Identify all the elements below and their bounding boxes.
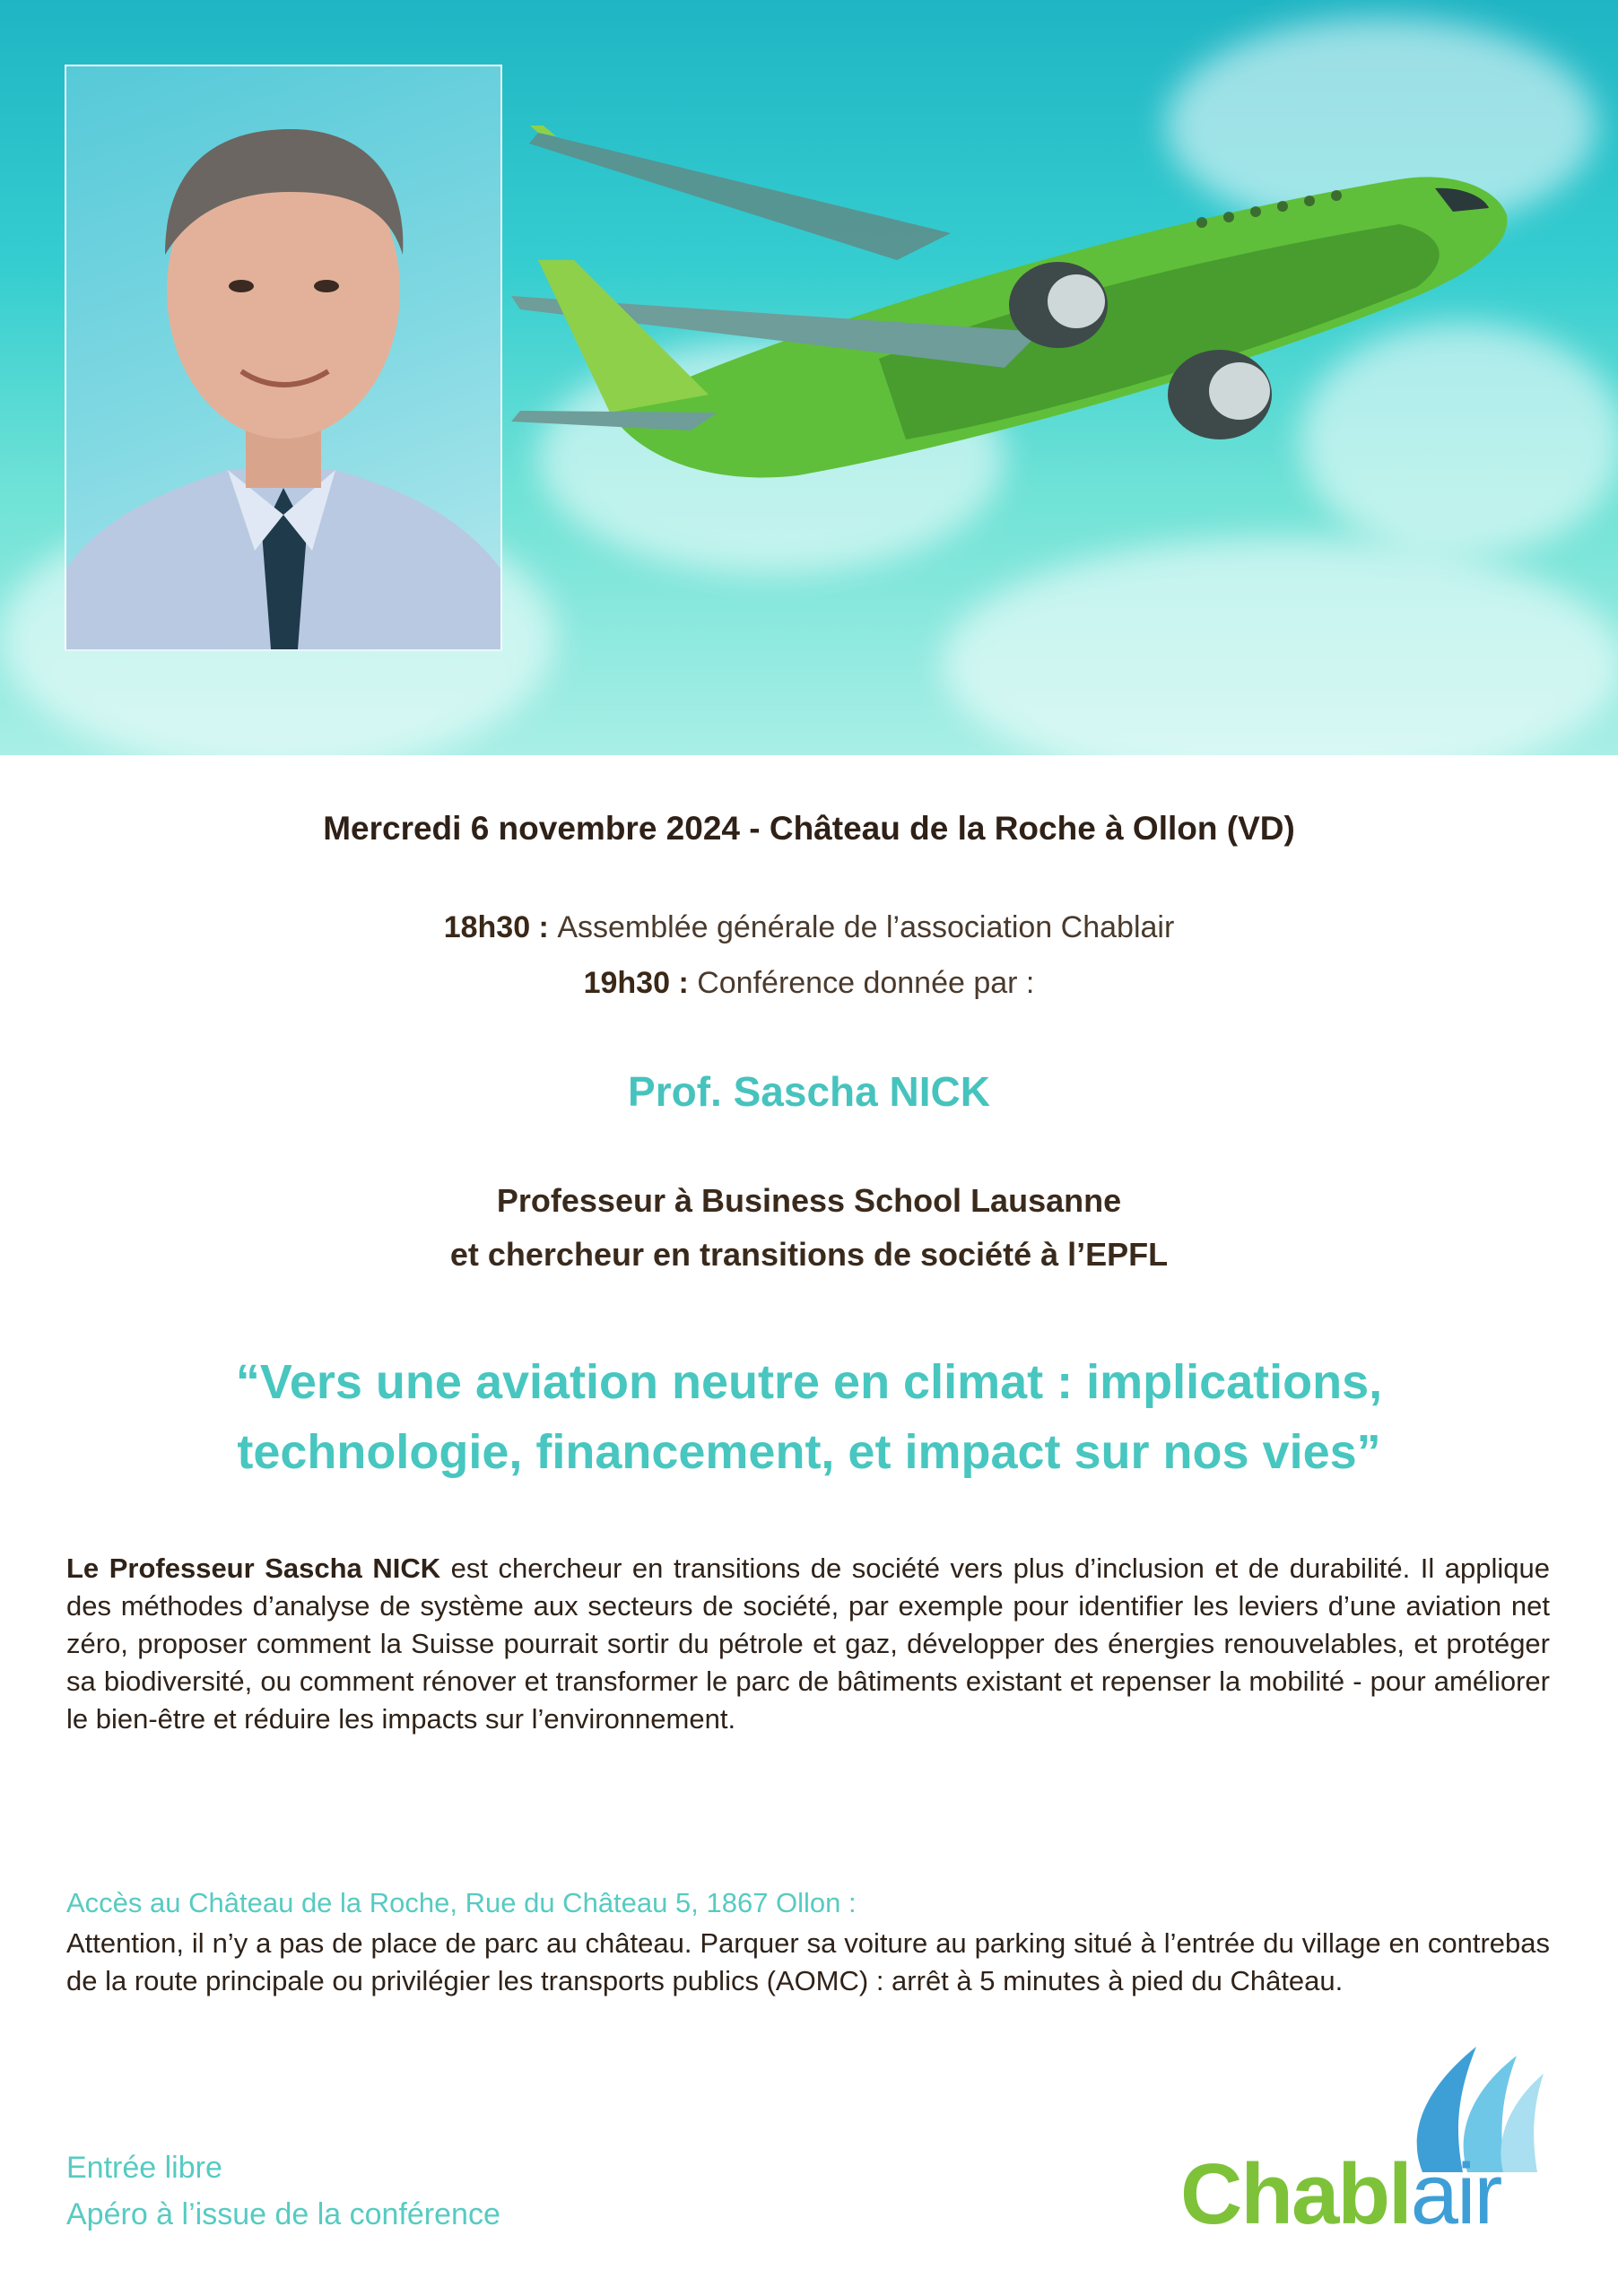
speaker-bio bbox=[66, 1550, 1550, 1738]
schedule-separator: : bbox=[670, 966, 698, 1000]
speaker-portrait bbox=[65, 65, 502, 651]
talk-title-line2: technologie, financement, et impact sur nos vies” bbox=[237, 1425, 1381, 1479]
schedule-text: Conférence donnée par : bbox=[697, 966, 1035, 1000]
logo-part-air: air bbox=[1410, 2146, 1501, 2242]
event-date-location: Mercredi 6 novembre 2024 - Château de la Roche à Ollon (VD) bbox=[323, 810, 1295, 847]
bio-text: est chercheur en transitions de société vers plus d’inclusion et de durabilité. Il applique des méthodes d’analyse de système aux secteurs de société, par exemple pour identifier les leviers d’une aviation net zéro, proposer comment la Suisse pourrait sortir du pétrole et gaz, développer des énergies renouvelables, et protéger sa biodiversité, ou comment rénover et transformer le parc de bâtiments existant et repenser la mobilité - pour améliorer le bien-être et réduire les impacts sur l’environnement. bbox=[66, 1552, 1550, 1735]
schedule-separator: : bbox=[530, 910, 558, 944]
green-plane-image bbox=[502, 126, 1543, 502]
speaker-role-line1: Professeur à Business School Lausanne bbox=[496, 1182, 1122, 1219]
apero-info: Apéro à l’issue de la conférence bbox=[66, 2197, 500, 2231]
speaker-role-line2: et chercheur en transitions de société à l’EPFL bbox=[449, 1236, 1169, 1273]
schedule-time: 19h30 bbox=[583, 966, 670, 1000]
hero-banner bbox=[0, 0, 1618, 755]
logo-wordmark bbox=[1180, 2145, 1501, 2244]
talk-title-line1: “Vers une aviation neutre en climat : implications, bbox=[235, 1355, 1383, 1409]
schedule-item-conference bbox=[0, 966, 1618, 1001]
speaker-name: Prof. Sascha NICK bbox=[628, 1068, 990, 1115]
chablair-logo bbox=[1180, 2038, 1557, 2253]
schedule-time: 18h30 bbox=[443, 910, 531, 944]
entry-info: Entrée libre bbox=[66, 2151, 222, 2185]
schedule-text: Assemblée générale de l’association Chablair bbox=[557, 910, 1175, 944]
access-text: Attention, il n’y a pas de place de parc au château. Parquer sa voiture au parking situé à l’entrée du village en contrebas de la route principale ou privilégier les transports publics (AOMC) : arrêt à 5 minutes à pied du Château. bbox=[66, 1927, 1550, 1996]
speaker-photo-illustration bbox=[66, 66, 500, 649]
logo-part-chabl: Chabl bbox=[1180, 2146, 1411, 2242]
bio-lead: Le Professeur Sascha NICK bbox=[66, 1552, 441, 1584]
access-title: Accès au Château de la Roche, Rue du Château 5, 1867 Ollon : bbox=[66, 1887, 857, 1918]
schedule-item-assembly bbox=[0, 910, 1618, 945]
